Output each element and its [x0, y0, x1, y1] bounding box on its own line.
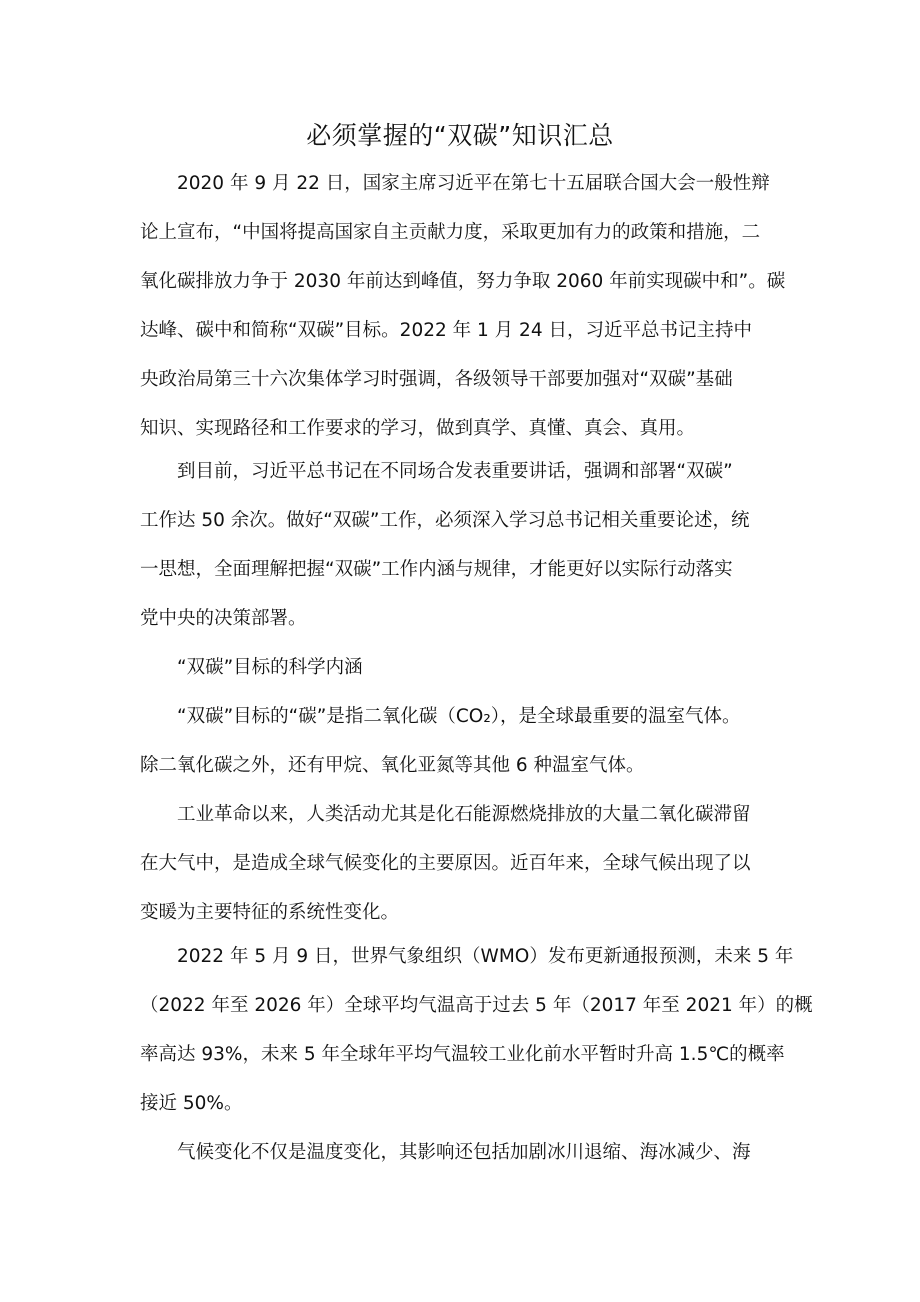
paragraph-line: 2020 年 9 月 22 日，国家主席习近平在第七十五届联合国大会一般性辩: [177, 173, 770, 194]
paragraph-line: 在大气中，是造成全球气候变化的主要原因。近百年来，全球气候出现了以: [140, 853, 751, 874]
paragraph-line: 除二氧化碳之外，还有甲烷、氧化亚氮等其他 6 种温室气体。: [140, 755, 645, 776]
paragraph-line: 接近 50%。: [140, 1093, 243, 1114]
paragraph-line: 党中央的决策部署。: [140, 608, 307, 629]
paragraph-line: 工业革命以来，人类活动尤其是化石能源燃烧排放的大量二氧化碳滞留: [177, 804, 751, 825]
paragraph-line: 知识、实现路径和工作要求的学习，做到真学、真懂、真会、真用。: [140, 418, 696, 439]
paragraph-line: 一思想，全面理解把握“双碳”工作内涵与规律，才能更好以实际行动落实: [140, 559, 733, 580]
paragraph-line: 率高达 93%，未来 5 年全球年平均气温较工业化前水平暂时升高 1.5℃的概率: [140, 1044, 785, 1065]
paragraph-line: 论上宣布，“中国将提高国家自主贡献力度，采取更加有力的政策和措施，二: [140, 222, 761, 243]
paragraph-line: 气候变化不仅是温度变化，其影响还包括加剧冰川退缩、海冰减少、海: [177, 1142, 751, 1163]
section-heading: “双碳”目标的科学内涵: [177, 657, 363, 678]
document-title: 必须掌握的“双碳”知识汇总: [306, 121, 614, 150]
paragraph-line: 工作达 50 余次。做好“双碳”工作，必须深入学习总书记相关重要论述，统: [140, 510, 750, 531]
paragraph-line: 氧化碳排放力争于 2030 年前达到峰值，努力争取 2060 年前实现碳中和”。碳: [140, 271, 786, 292]
paragraph-line: 2022 年 5 月 9 日，世界气象组织（WMO）发布更新通报预测，未来 5 年: [177, 946, 794, 967]
paragraph-line: 央政治局第三十六次集体学习时强调，各级领导干部要加强对“双碳”基础: [140, 369, 733, 390]
paragraph-line: 变暖为主要特征的系统性变化。: [140, 902, 400, 923]
paragraph-line: 达峰、碳中和简称“双碳”目标。2022 年 1 月 24 日，习近平总书记主持中: [140, 320, 752, 341]
paragraph-line: （2022 年至 2026 年）全球平均气温高于过去 5 年（2017 年至 2021 年）的概: [140, 995, 813, 1016]
paragraph-line: 到目前，习近平总书记在不同场合发表重要讲话，强调和部署“双碳”: [177, 461, 733, 482]
paragraph-line: “双碳”目标的“碳”是指二氧化碳（CO₂），是全球最重要的温室气体。: [177, 706, 741, 727]
